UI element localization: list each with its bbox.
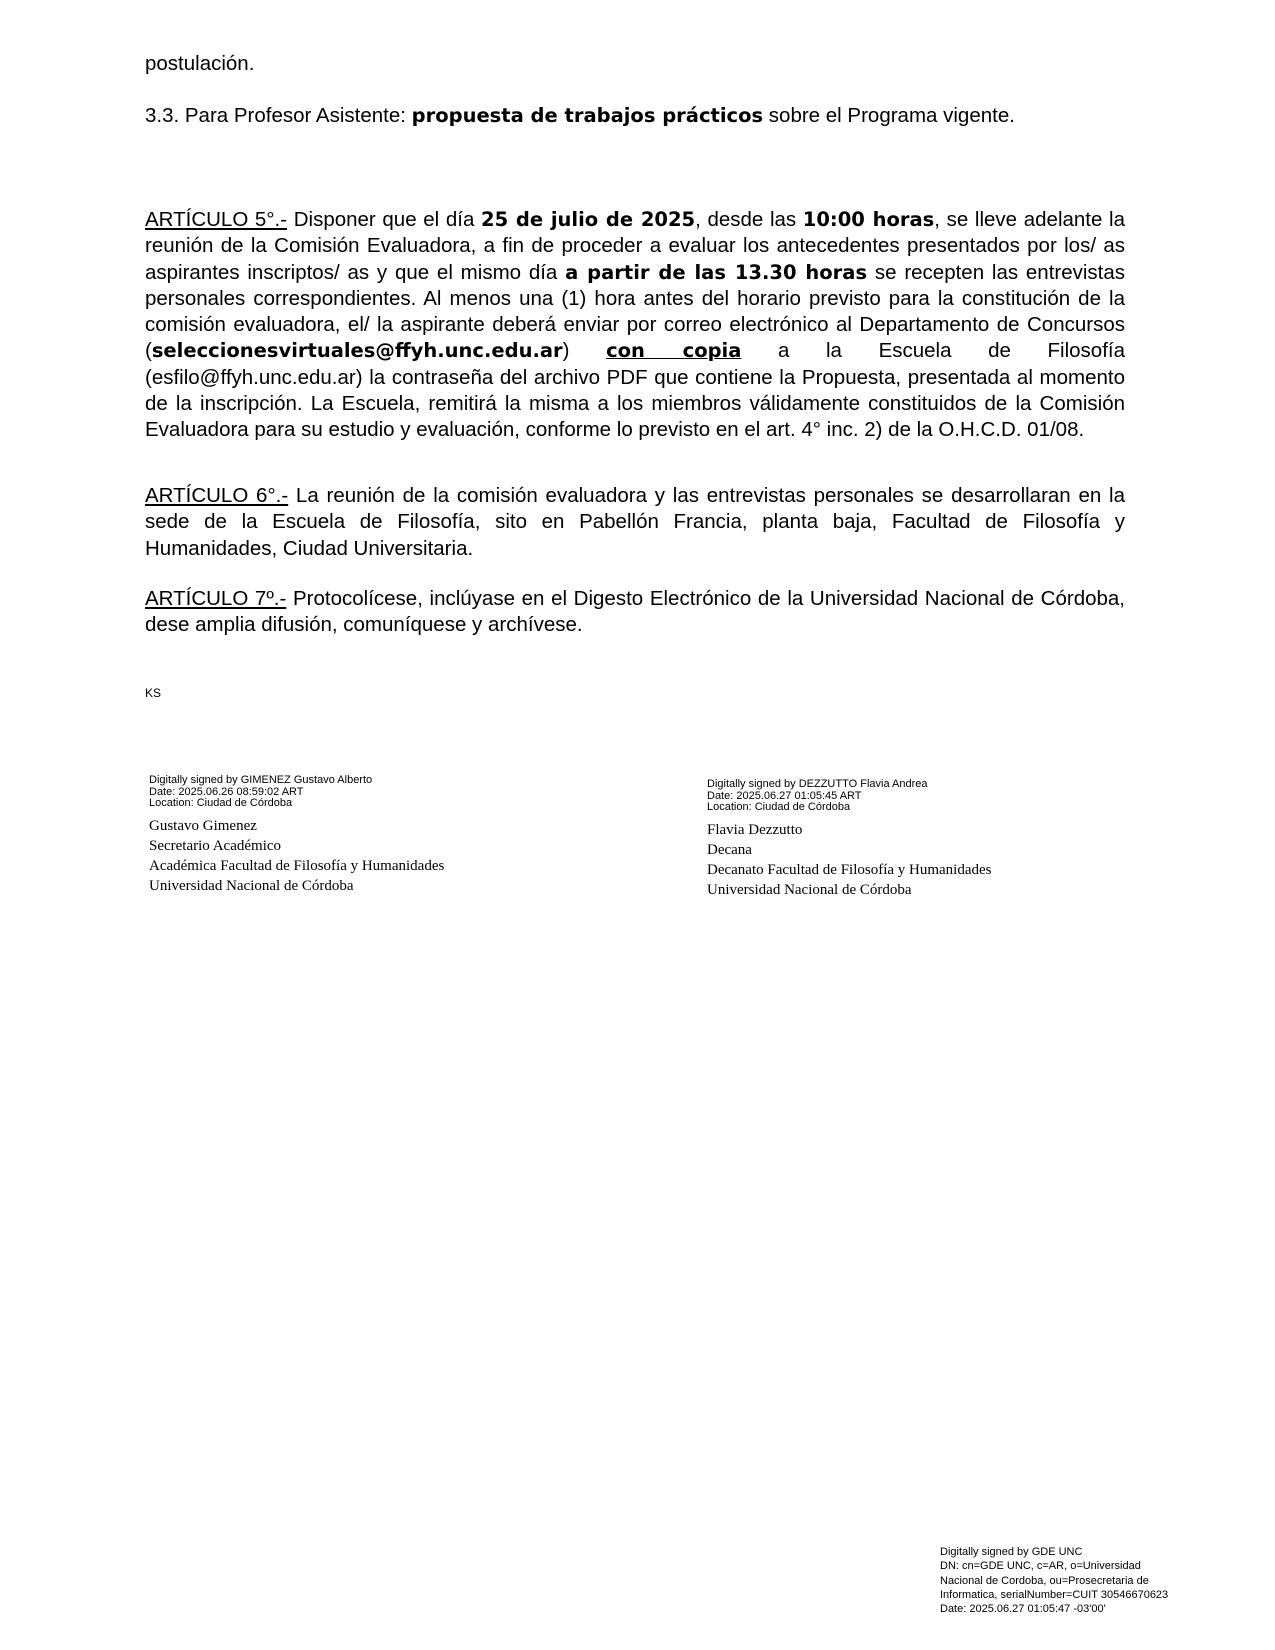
signature-date: Date: 2025.06.26 08:59:02 ART (149, 785, 304, 798)
signature-signed-by: Digitally signed by GIMENEZ Gustavo Alberto (149, 774, 373, 786)
signer-role: Secretario Académico (149, 837, 282, 854)
item-3-3: 3.3. Para Profesor Asistente: propuesta de trabajos prácticos sobre el Programa vigente. (145, 104, 1015, 127)
signer-university: Universidad Nacional de Córdoba (149, 877, 354, 894)
article-5-label: ARTÍCULO 5°.- (145, 208, 288, 231)
gde-line: Nacional de Cordoba, ou=Prosecretaria de (940, 1574, 1149, 1587)
gde-line: Digitally signed by GDE UNC (940, 1546, 1083, 1558)
signature-location: Location: Ciudad de Córdoba (707, 801, 851, 813)
gde-line: Informatica, serialNumber=CUIT 30546670623 (940, 1588, 1169, 1601)
initials: KS (145, 686, 162, 700)
signature-date: Date: 2025.06.27 01:05:45 ART (707, 789, 862, 802)
email-selecciones: seleccionesvirtuales@ffyh.unc.edu.ar (151, 339, 563, 363)
top-fragment: postulación. (145, 52, 255, 75)
signer-unit: Académica Facultad de Filosofía y Humanidades (149, 857, 445, 874)
signer-name: Flavia Dezzutto (707, 821, 803, 838)
article-7: ARTÍCULO 7º.- Protocolícese, inclúyase en el Digesto Electrónico de la Universidad Nacional de Córdoba, dese amplia difusión, comuníquese y archívese. (145, 587, 1125, 637)
signature-block-dezzutto (707, 779, 992, 900)
signature-signed-by: Digitally signed by DEZZUTTO Flavia Andrea (707, 778, 928, 790)
gde-digital-signature (940, 1545, 1240, 1616)
signature-block-gimenez (149, 775, 444, 896)
signer-name: Gustavo Gimenez (149, 817, 257, 834)
article-6: ARTÍCULO 6°.- La reunión de la comisión evaluadora y las entrevistas personales se desarrollaran en la sede de la Escuela de Filosofía, sito en Pabellón Francia, planta baja, Facultad de Filosofía y Humanidades, Ciudad Universitaria. (145, 484, 1125, 560)
signer-unit: Decanato Facultad de Filosofía y Humanidades (707, 861, 992, 878)
signer-role: Decana (707, 841, 752, 858)
gde-line: DN: cn=GDE UNC, c=AR, o=Universidad (940, 1560, 1141, 1573)
signature-location: Location: Ciudad de Córdoba (149, 797, 293, 809)
article-5: ARTÍCULO 5°.- Disponer que el día 25 de julio de 2025, desde las 10:00 horas, se lleve adelante la reunión de la Comisión Evaluadora, a fin de proceder a evaluar los antecedentes presentados por los/ as aspirantes inscriptos/ as y que el mismo día a partir de las 13.30 horas se recepten las entrevistas personales correspondientes. Al menos una (1) hora antes del horario previsto para la constitución de la comisión evaluadora, el/ la aspirante deberá enviar por correo electrónico al Departamento de Concursos (seleccionesvirtuales@ffyh.unc.edu.ar) con copia a la Escuela de Filosofía (esfilo@ffyh.unc.edu.ar) la contraseña del archivo PDF que contiene la Propuesta, presentada al momento de la inscripción. La Escuela, remitirá la misma a los miembros válidamente constituidos de la Comisión Evaluadora para su estudio y evaluación, conforme lo previsto en el art. 4° inc. 2) de la O.H.C.D. 01/08. (145, 208, 1126, 442)
gde-line: Date: 2025.06.27 01:05:47 -03'00' (940, 1603, 1106, 1616)
signer-university: Universidad Nacional de Córdoba (707, 881, 912, 898)
article-6-label: ARTÍCULO 6°.- (145, 484, 289, 507)
article-7-label: ARTÍCULO 7º.- (145, 587, 287, 610)
